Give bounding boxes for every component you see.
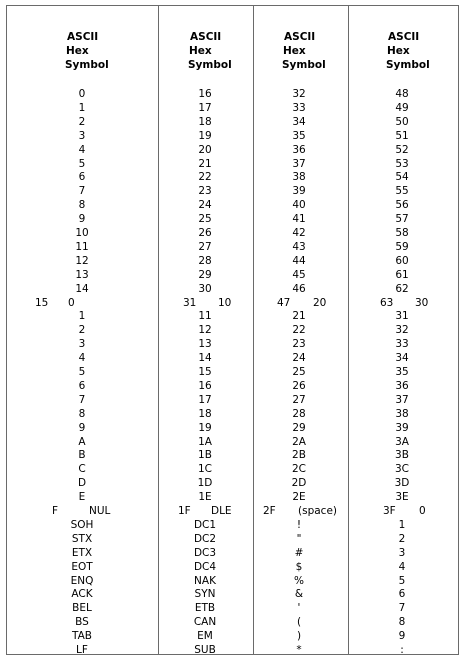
column-header-symbol: Symbol <box>282 59 326 71</box>
decimal-value: 19 <box>198 129 212 142</box>
hex-value: 39 <box>395 421 409 434</box>
symbol-value: $ <box>295 560 303 573</box>
decimal-value: 32 <box>292 88 306 100</box>
decimal-value: 35 <box>292 129 306 142</box>
decimal-value: 1 <box>78 101 86 114</box>
symbol-value: ETX <box>71 546 93 559</box>
decimal-value: 18 <box>198 115 212 128</box>
hex-value: F <box>52 505 59 517</box>
decimal-value: 13 <box>75 268 89 281</box>
decimal-value: 22 <box>198 171 212 184</box>
hex-value: 18 <box>198 407 212 420</box>
decimal-value: 51 <box>395 129 409 142</box>
decimal-value: 27 <box>198 240 212 253</box>
hex-value: 31 <box>395 310 409 323</box>
hex-value: 2D <box>291 477 307 490</box>
symbol-value: NAK <box>194 574 216 587</box>
hex-value: E <box>78 491 86 504</box>
hex-value: 23 <box>292 338 306 351</box>
decimal-value: 50 <box>395 115 409 128</box>
symbol-value: STX <box>71 532 93 545</box>
hex-value: 15 <box>198 366 212 378</box>
hex-value: 1D <box>197 477 213 490</box>
column-divider-1 <box>158 5 159 655</box>
hex-value: B <box>78 449 86 462</box>
decimal-value: 3 <box>78 129 86 142</box>
column-header-ascii: ASCII <box>190 31 222 43</box>
symbol-value: 1 <box>398 518 406 531</box>
hex-value: 2A <box>292 435 306 448</box>
hex-value: 12 <box>198 324 212 337</box>
decimal-value: 49 <box>395 101 409 114</box>
hex-value: 29 <box>292 421 306 434</box>
decimal-value: 39 <box>292 185 306 198</box>
hex-value: 1B <box>198 449 212 462</box>
symbol-value: ACK <box>71 588 93 601</box>
decimal-value: 15 <box>35 296 49 309</box>
decimal-value: 31 <box>183 296 197 309</box>
hex-value: 1E <box>198 491 212 504</box>
hex-value: 0 <box>68 296 75 309</box>
symbol-value: (space) <box>298 505 337 517</box>
column-header-symbol: Symbol <box>386 59 430 71</box>
column-divider-4 <box>458 5 459 655</box>
decimal-value: 33 <box>292 101 306 114</box>
symbol-value: " <box>296 532 302 545</box>
symbol-value: SUB <box>194 644 216 656</box>
decimal-value: 12 <box>75 254 89 267</box>
hex-value: 26 <box>292 379 306 392</box>
column-header-ascii: ASCII <box>284 31 316 43</box>
column-header-ascii: ASCII <box>388 31 420 43</box>
hex-value: 24 <box>292 352 306 365</box>
decimal-value: 48 <box>395 88 409 100</box>
symbol-value: % <box>294 574 304 587</box>
decimal-value: 40 <box>292 199 306 212</box>
symbol-value: : <box>400 644 404 656</box>
decimal-value: 16 <box>198 88 212 100</box>
hex-value: 22 <box>292 324 306 337</box>
hex-value: 1 <box>78 310 86 323</box>
decimal-value: 6 <box>78 171 86 184</box>
symbol-value: DC4 <box>193 560 217 573</box>
decimal-value: 34 <box>292 115 306 128</box>
table-border-bottom <box>6 654 459 655</box>
decimal-value: 28 <box>198 254 212 267</box>
symbol-value: CAN <box>193 616 217 629</box>
hex-value: 3B <box>395 449 409 462</box>
decimal-value: 2 <box>78 115 86 128</box>
hex-value: 19 <box>198 421 212 434</box>
decimal-value: 54 <box>395 171 409 184</box>
decimal-value: 53 <box>395 157 409 170</box>
column-divider-0 <box>6 5 7 655</box>
decimal-value: 57 <box>395 213 409 226</box>
hex-value: 7 <box>78 393 86 406</box>
symbol-value: SOH <box>70 518 94 531</box>
decimal-value: 38 <box>292 171 306 184</box>
symbol-value: EM <box>197 630 213 643</box>
symbol-value: SYN <box>194 588 216 601</box>
decimal-value: 37 <box>292 157 306 170</box>
hex-value: 35 <box>395 366 409 378</box>
hex-value: 27 <box>292 393 306 406</box>
decimal-value: 60 <box>395 254 409 267</box>
decimal-value: 42 <box>292 227 306 239</box>
decimal-value: 26 <box>198 227 212 239</box>
symbol-value: EOT <box>71 560 93 573</box>
symbol-value: ) <box>296 630 302 643</box>
symbol-value: ( <box>296 616 302 629</box>
decimal-value: 36 <box>292 143 306 156</box>
hex-value: 3C <box>394 463 410 476</box>
column-header-hex: Hex <box>387 45 410 57</box>
hex-value: 33 <box>395 338 409 351</box>
hex-value: 2F <box>263 505 276 517</box>
hex-value: 30 <box>415 296 429 309</box>
decimal-value: 62 <box>395 282 409 295</box>
hex-value: C <box>78 463 86 476</box>
symbol-value: & <box>294 588 304 601</box>
symbol-value: 3 <box>398 546 406 559</box>
symbol-value: 2 <box>398 532 406 545</box>
hex-value: 34 <box>395 352 409 365</box>
hex-value: 20 <box>313 296 327 309</box>
decimal-value: 23 <box>198 185 212 198</box>
column-header-ascii: ASCII <box>67 31 99 43</box>
column-header-symbol: Symbol <box>188 59 232 71</box>
decimal-value: 41 <box>292 213 306 226</box>
symbol-value: BS <box>75 616 89 629</box>
hex-value: 9 <box>78 421 86 434</box>
hex-value: 6 <box>78 379 86 392</box>
symbol-value: 6 <box>398 588 406 601</box>
symbol-value: DC2 <box>193 532 217 545</box>
symbol-value: 5 <box>398 574 406 587</box>
symbol-value: DLE <box>211 505 232 517</box>
table-border-top <box>6 5 459 6</box>
symbol-value: ! <box>296 518 302 531</box>
symbol-value: 9 <box>398 630 406 643</box>
hex-value: 2E <box>292 491 306 504</box>
hex-value: 25 <box>292 366 306 378</box>
hex-value: 21 <box>292 310 306 323</box>
hex-value: 2B <box>292 449 306 462</box>
hex-value: 4 <box>78 352 86 365</box>
hex-value: A <box>78 435 86 448</box>
column-divider-3 <box>348 5 349 655</box>
hex-value: 3D <box>394 477 410 490</box>
symbol-value: ETB <box>194 602 216 615</box>
decimal-value: 56 <box>395 199 409 212</box>
hex-value: 3F <box>383 505 396 517</box>
symbol-value: NUL <box>89 505 111 517</box>
symbol-value: DC3 <box>193 546 217 559</box>
hex-value: 14 <box>198 352 212 365</box>
column-header-hex: Hex <box>189 45 212 57</box>
hex-value: 8 <box>78 407 86 420</box>
hex-value: 36 <box>395 379 409 392</box>
symbol-value: ENQ <box>70 574 94 587</box>
symbol-value: TAB <box>72 630 92 643</box>
column-header-hex: Hex <box>66 45 89 57</box>
decimal-value: 45 <box>292 268 306 281</box>
decimal-value: 5 <box>78 157 86 170</box>
decimal-value: 30 <box>198 282 212 295</box>
column-header-symbol: Symbol <box>65 59 109 71</box>
hex-value: 28 <box>292 407 306 420</box>
symbol-value: 7 <box>398 602 406 615</box>
column-divider-2 <box>253 5 254 655</box>
decimal-value: 24 <box>198 199 212 212</box>
hex-value: 17 <box>198 393 212 406</box>
hex-value: 37 <box>395 393 409 406</box>
symbol-value: 8 <box>398 616 406 629</box>
decimal-value: 17 <box>198 101 212 114</box>
decimal-value: 43 <box>292 240 306 253</box>
decimal-value: 14 <box>75 282 89 295</box>
symbol-value: # <box>294 546 304 559</box>
decimal-value: 20 <box>198 143 212 156</box>
hex-value: 3 <box>78 338 86 351</box>
decimal-value: 55 <box>395 185 409 198</box>
symbol-value: 4 <box>398 560 406 573</box>
decimal-value: 25 <box>198 213 212 226</box>
decimal-value: 47 <box>277 296 291 309</box>
decimal-value: 58 <box>395 227 409 239</box>
decimal-value: 0 <box>78 88 86 100</box>
hex-value: D <box>77 477 87 490</box>
symbol-value: BEL <box>72 602 92 615</box>
decimal-value: 7 <box>78 185 86 198</box>
decimal-value: 29 <box>198 268 212 281</box>
hex-value: 38 <box>395 407 409 420</box>
decimal-value: 9 <box>78 213 86 226</box>
hex-value: 5 <box>78 366 86 378</box>
decimal-value: 59 <box>395 240 409 253</box>
column-header-hex: Hex <box>283 45 306 57</box>
decimal-value: 11 <box>75 240 89 253</box>
decimal-value: 46 <box>292 282 306 295</box>
hex-value: 1F <box>178 505 191 517</box>
hex-value: 32 <box>395 324 409 337</box>
decimal-value: 21 <box>198 157 212 170</box>
hex-value: 16 <box>198 379 212 392</box>
hex-value: 10 <box>218 296 232 309</box>
hex-value: 13 <box>198 338 212 351</box>
decimal-value: 61 <box>395 268 409 281</box>
hex-value: 2C <box>291 463 307 476</box>
decimal-value: 63 <box>380 296 394 309</box>
symbol-value: 0 <box>419 505 426 517</box>
decimal-value: 10 <box>75 227 89 239</box>
hex-value: 1C <box>197 463 213 476</box>
hex-value: 1A <box>198 435 212 448</box>
hex-value: 11 <box>198 310 212 323</box>
decimal-value: 44 <box>292 254 306 267</box>
decimal-value: 52 <box>395 143 409 156</box>
symbol-value: DC1 <box>193 518 217 531</box>
hex-value: 3A <box>395 435 409 448</box>
symbol-value: LF <box>76 644 88 656</box>
hex-value: 3E <box>395 491 409 504</box>
symbol-value: * <box>296 644 302 656</box>
decimal-value: 4 <box>78 143 86 156</box>
hex-value: 2 <box>78 324 86 337</box>
decimal-value: 8 <box>78 199 86 212</box>
symbol-value: ' <box>297 602 301 615</box>
